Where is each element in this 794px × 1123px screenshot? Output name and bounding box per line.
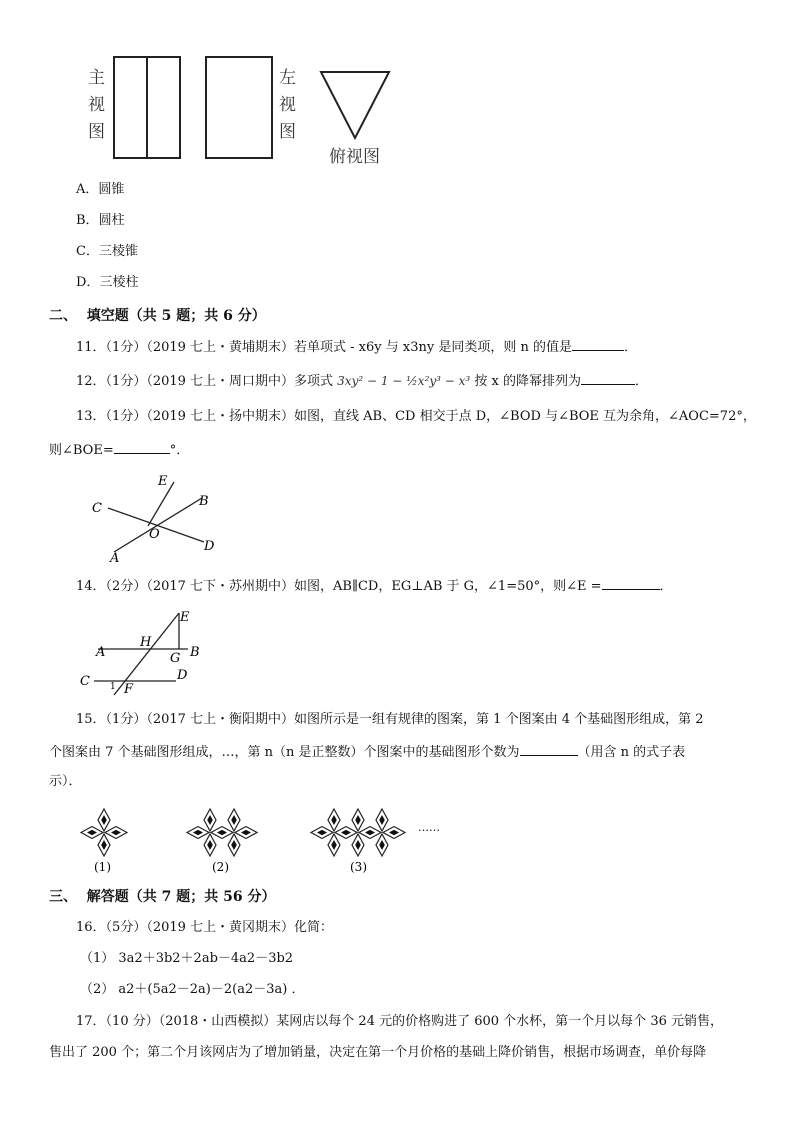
question-15-line3: 示）． <box>49 774 82 789</box>
option-d: D．三棱柱 <box>76 275 139 290</box>
label-G: G <box>170 651 181 666</box>
section-3-heading: 三、 解答题（共 7 题；共 56 分） <box>49 889 276 905</box>
label-F: F <box>124 682 134 697</box>
question-13-line1: 13．（1分）（2019 七上・扬中期末）如图，直线 AB、CD 相交于点 D，∠BOD 与∠BOE 互为余角，∠AOC=72°， <box>76 409 756 424</box>
question-14: 14．（2分）（2017 七下・苏州期中）如图，AB∥CD，EG⊥AB 于 G，∠1=50°，则∠E = ． <box>76 579 673 594</box>
label-D: D <box>204 539 215 554</box>
label-H: H <box>140 635 152 650</box>
question-16-part1: （1） 3a2＋3b2＋2ab－4a2－3b2 <box>80 951 294 966</box>
top-view-triangle <box>321 72 389 138</box>
option-a: A．圆锥 <box>76 182 125 197</box>
question-12: 12．（1分）（2019 七上・周口期中）多项式 3xy² − 1 − ½x²y³ − x³ 按 x 的降幂排列为 ． <box>76 374 648 389</box>
caption-3: (3) <box>350 860 367 874</box>
question-17-line1: 17．（10 分）（2018・山西模拟）某网店以每个 24 元的价格购进了 600 个水杯，第一个月以每个 36 元销售， <box>76 1014 723 1029</box>
front-view-label: 主 视 图 <box>88 68 105 142</box>
label-D: D <box>177 668 188 683</box>
continuation-dots: …… <box>418 821 440 834</box>
caption-1: (1) <box>94 860 111 874</box>
label-B: B <box>190 645 200 660</box>
question-16-part2: （2） a2＋(5a2－2a)－2(a2－3a) ． <box>80 982 305 997</box>
caption-2: (2) <box>212 860 229 874</box>
question-15-line1: 15．（1分）（2017 七上・衡阳期中）如图所示是一组有规律的图案，第 1 个图案由 4 个基础图形组成，第 2 <box>76 712 704 727</box>
top-view-label: 俯视图 <box>329 147 380 167</box>
answer-blank[interactable] <box>520 743 578 756</box>
label-C: C <box>92 501 102 516</box>
label-1: 1 <box>110 682 116 692</box>
figure-13 <box>86 470 226 562</box>
three-view-figure <box>80 50 400 170</box>
pattern-3 <box>311 809 405 856</box>
figure-15 <box>72 805 452 880</box>
figure-13-drawing <box>86 470 226 562</box>
question-16: 16．（5分）（2019 七上・黄冈期末）化简： <box>76 920 334 935</box>
question-17-line2: 售出了 200 个；第二个月该网店为了增加销量，决定在第一个月价格的基础上降价销售，根据市场调查，单价每降 <box>49 1045 707 1060</box>
answer-blank[interactable] <box>572 338 624 351</box>
figure-15-drawing <box>72 805 452 880</box>
label-E: E <box>158 474 168 489</box>
polynomial-expression: 3xy² − 1 − ½x²y³ − x³ <box>337 374 471 388</box>
pattern-1 <box>81 809 127 856</box>
option-c: C．三棱锥 <box>76 244 138 259</box>
figure-14 <box>76 605 216 697</box>
question-11: 11．（1分）（2019 七上・黄埔期末）若单项式 - x6y 与 x3ny 是同类项，则 n 的值是 ． <box>76 340 638 355</box>
question-13-line2: 则∠BOE= °． <box>49 443 190 458</box>
section-2-heading: 二、 填空题（共 5 题；共 6 分） <box>49 308 266 324</box>
answer-blank[interactable] <box>602 577 660 590</box>
label-C: C <box>80 674 90 689</box>
answer-blank[interactable] <box>114 441 170 454</box>
left-view-rect <box>206 57 272 158</box>
label-A: A <box>96 645 106 660</box>
option-b: B．圆柱 <box>76 213 125 228</box>
question-15-line2: 个图案由 7 个基础图形组成，…，第 n（n 是正整数）个图案中的基础图形个数为 （用含 n 的式子表 <box>49 745 686 760</box>
answer-blank[interactable] <box>581 372 635 385</box>
figure-14-drawing <box>76 605 216 697</box>
label-O: O <box>149 527 160 542</box>
pattern-2 <box>187 809 257 856</box>
label-B: B <box>199 494 209 509</box>
label-A: A <box>110 551 120 562</box>
left-view-label: 左 视 图 <box>279 68 296 142</box>
label-E: E <box>180 610 190 625</box>
